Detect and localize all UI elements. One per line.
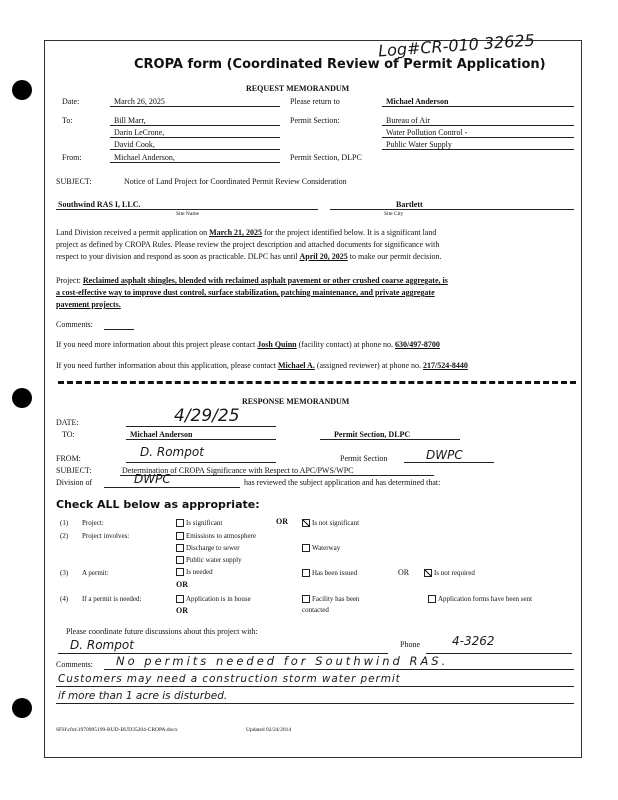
response-comments-label: Comments:	[56, 660, 93, 669]
project-desc-1: Reclaimed asphalt shingles, blended with reclaimed asphalt pavement or other crushed coarse aggregate, is	[82, 276, 448, 285]
comments-handwritten-3: if more than 1 acre is disturbed.	[58, 690, 228, 702]
footer-file: SFH\cfm\1970905199-BUD-BUD35204-CROPA.docx	[56, 727, 178, 733]
is-needed-option[interactable]	[176, 568, 213, 576]
item-3-label: A permit:	[82, 569, 109, 577]
response-to-value: Michael Anderson	[130, 430, 193, 439]
public-water-option[interactable]	[176, 556, 242, 564]
to-recipient-2: Darin LeCrone,	[114, 128, 165, 137]
punch-hole-bottom	[12, 698, 32, 718]
waterway-checkbox[interactable]	[302, 544, 310, 552]
phone-handwritten: 4-3262	[452, 634, 495, 648]
section-value-1: Bureau of Air	[386, 116, 430, 125]
facility-contacted-label: Facility has been	[312, 595, 360, 603]
request-comments-label: Comments:	[56, 320, 93, 329]
form-title: CROPA form (Coordinated Review of Permit Application)	[134, 57, 546, 72]
facility-contacted-option[interactable]	[302, 595, 359, 603]
section-underline-1	[382, 125, 574, 126]
waterway-option[interactable]	[302, 544, 340, 552]
reviewer-text-b: (assigned reviewer) at phone no.	[316, 361, 422, 370]
has-been-issued-checkbox[interactable]	[302, 569, 310, 577]
project-label: Project:	[56, 276, 81, 285]
discharge-checkbox[interactable]	[176, 544, 184, 552]
facility-contact-name: Josh Quinn	[257, 340, 297, 349]
para-text-3a: respect to your division and respond as soon as practicable. DLPC has until	[56, 252, 298, 261]
discharge-label: Discharge to sewer	[186, 544, 240, 552]
forms-sent-option[interactable]	[428, 595, 532, 603]
dashed-divider	[58, 381, 576, 384]
response-subject-value: Determination of CROPA Significance with Respect to APC/PWS/WPC	[122, 466, 354, 475]
contact-text-a: If you need more information about this project please contact	[56, 340, 256, 349]
handwritten-log-number: Log#CR-010 32625	[377, 30, 536, 61]
para-text-3b: to make our permit decision.	[349, 252, 442, 261]
waterway-label: Waterway	[312, 544, 341, 552]
response-to-underline	[126, 439, 276, 440]
phone-label: Phone	[400, 640, 420, 649]
to-underline-1	[110, 125, 280, 126]
response-from-label: FROM:	[56, 454, 81, 463]
has-been-issued-label: Has been issued	[312, 569, 358, 577]
item-1-number: (1)	[60, 519, 69, 527]
site-city: Bartlett	[396, 200, 423, 209]
is-needed-label: Is needed	[186, 568, 213, 576]
project-line-1	[56, 276, 448, 285]
application-paragraph-line-1	[56, 228, 436, 237]
response-permit-section-label: Permit Section	[340, 454, 388, 463]
section-value-3: Public Water Supply	[386, 140, 452, 149]
forms-sent-label: Application forms have been sent	[438, 595, 533, 603]
is-not-significant-checkbox[interactable]	[302, 519, 310, 527]
forms-sent-checkbox[interactable]	[428, 595, 436, 603]
permit-section-label: Permit Section:	[290, 116, 340, 125]
is-not-required-option[interactable]	[424, 569, 475, 577]
project-desc-2: a cost-effective way to improve dust control, surface stabilization, patching maintenance, and private aggregate	[56, 288, 435, 297]
has-been-issued-option[interactable]	[302, 569, 357, 577]
contact-text-b: (facility contact) at phone no.	[298, 340, 394, 349]
is-not-required-checkbox[interactable]	[424, 569, 432, 577]
from-label: From:	[62, 153, 82, 162]
site-name-underline	[56, 209, 318, 210]
date-underline	[110, 106, 280, 107]
coordinate-text: Please coordinate future discussions about this project with:	[66, 627, 258, 636]
to-underline-3	[110, 149, 280, 150]
response-to-section: Permit Section, DLPC	[334, 430, 411, 439]
punch-hole-top	[12, 80, 32, 100]
comments-handwritten-1: No permits needed for Southwind RAS.	[116, 654, 449, 668]
para-text-1b: for the project identified below. It is a significant land	[264, 228, 437, 237]
response-heading: RESPONSE MEMORANDUM	[242, 397, 350, 406]
in-house-option[interactable]	[176, 595, 251, 603]
response-permit-section-underline	[404, 462, 494, 463]
in-house-label: Application is in house	[186, 595, 251, 603]
division-text: has reviewed the subject application and has determined that:	[244, 478, 441, 487]
application-paragraph-line-3	[56, 252, 442, 261]
date-label: Date:	[62, 97, 80, 106]
facility-contact-line	[56, 340, 440, 349]
from-underline	[110, 162, 280, 163]
item-4-number: (4)	[60, 595, 69, 603]
is-not-significant-option[interactable]	[302, 519, 359, 527]
date-value: March 26, 2025	[114, 97, 165, 106]
response-date-label: DATE:	[56, 418, 79, 427]
site-city-caption: Site City	[384, 211, 404, 217]
is-not-required-label: Is not required	[434, 569, 475, 577]
response-subject-label: SUBJECT:	[56, 466, 92, 475]
section-value-2: Water Pollution Control -	[386, 128, 468, 137]
response-permit-section-handwritten: DWPC	[426, 448, 463, 462]
coordinate-handwritten: D. Rompot	[70, 638, 134, 652]
comments-underline-3	[56, 703, 574, 704]
to-label: To:	[62, 116, 73, 125]
item-2-label: Project involves:	[82, 532, 130, 540]
to-underline-2	[110, 137, 280, 138]
subject-label: SUBJECT:	[56, 177, 92, 186]
item-4-label: If a permit is needed:	[82, 595, 142, 603]
item-3-number: (3)	[60, 569, 69, 577]
comments-underline-1	[104, 669, 574, 670]
item-1-label: Project:	[82, 519, 104, 527]
to-recipient-1: Bill Marr,	[114, 116, 146, 125]
response-date-handwritten: 4/29/25	[174, 406, 240, 426]
is-significant-checkbox[interactable]	[176, 519, 184, 527]
response-date-underline	[126, 426, 276, 427]
division-label: Division of	[56, 478, 93, 487]
facility-contacted-checkbox[interactable]	[302, 595, 310, 603]
emissions-checkbox[interactable]	[176, 532, 184, 540]
decision-date: April 20, 2025	[299, 252, 348, 261]
punch-hole-middle	[12, 388, 32, 408]
check-all-heading: Check ALL below as appropriate:	[56, 498, 260, 511]
is-significant-option[interactable]	[176, 519, 222, 527]
from-value: Michael Anderson,	[114, 153, 175, 162]
division-handwritten: DWPC	[134, 472, 171, 486]
request-comments-line	[104, 329, 134, 330]
reviewer-name: Michael A.	[277, 361, 315, 370]
is-not-significant-label: Is not significant	[312, 519, 360, 527]
application-paragraph-line-2: project as defined by CROPA Rules. Please review the project description and attached documents for significance with	[56, 240, 440, 249]
is-significant-label: Is significant	[186, 519, 223, 527]
in-house-checkbox[interactable]	[176, 595, 184, 603]
from-section: Permit Section, DLPC	[290, 153, 362, 162]
comments-underline-2	[56, 686, 574, 687]
site-name: Southwind RAS I, LLC.	[58, 200, 141, 209]
reviewer-phone: 217/524-8440	[423, 361, 468, 370]
is-needed-checkbox[interactable]	[176, 568, 184, 576]
response-from-handwritten: D. Rompot	[140, 445, 204, 459]
division-underline	[104, 487, 240, 488]
item-4-or: OR	[176, 606, 188, 615]
to-recipient-3: David Cook,	[114, 140, 155, 149]
subject-value: Notice of Land Project for Coordinated Permit Review Consideration	[124, 177, 347, 186]
emissions-option[interactable]	[176, 532, 256, 540]
section-underline-2	[382, 137, 574, 138]
received-date: March 21, 2025	[209, 228, 263, 237]
project-desc-3: pavement projects.	[56, 300, 121, 309]
site-name-caption: Site Name	[176, 211, 200, 217]
discharge-option[interactable]	[176, 544, 240, 552]
response-section-underline	[320, 439, 460, 440]
item-2-number: (2)	[60, 532, 69, 540]
public-water-label: Public water supply	[186, 556, 242, 564]
para-text-1a: Land Division received a permit application on	[56, 228, 208, 237]
facility-contacted-label-2: contacted	[302, 606, 329, 614]
facility-contact-phone: 630/497-8700	[395, 340, 440, 349]
emissions-label: Emissions to atmosphere	[186, 532, 256, 540]
response-to-label: TO:	[62, 430, 75, 439]
response-from-underline	[126, 462, 276, 463]
request-heading: REQUEST MEMORANDUM	[246, 84, 350, 93]
reviewer-contact-line	[56, 361, 468, 370]
reviewer-text-a: If you need further information about this application, please contact	[56, 361, 276, 370]
item-3-or-b: OR	[398, 568, 410, 577]
site-city-underline	[330, 209, 574, 210]
comments-handwritten-2: Customers may need a construction storm water permit	[58, 673, 401, 685]
item-1-or: OR	[276, 517, 288, 526]
section-underline-3	[382, 149, 574, 150]
return-underline	[382, 106, 574, 107]
return-label: Please return to	[290, 97, 340, 106]
return-value: Michael Anderson	[386, 97, 449, 106]
item-3-or-a: OR	[176, 580, 188, 589]
footer-updated: Updated 02/24/2014	[246, 727, 292, 733]
public-water-checkbox[interactable]	[176, 556, 184, 564]
